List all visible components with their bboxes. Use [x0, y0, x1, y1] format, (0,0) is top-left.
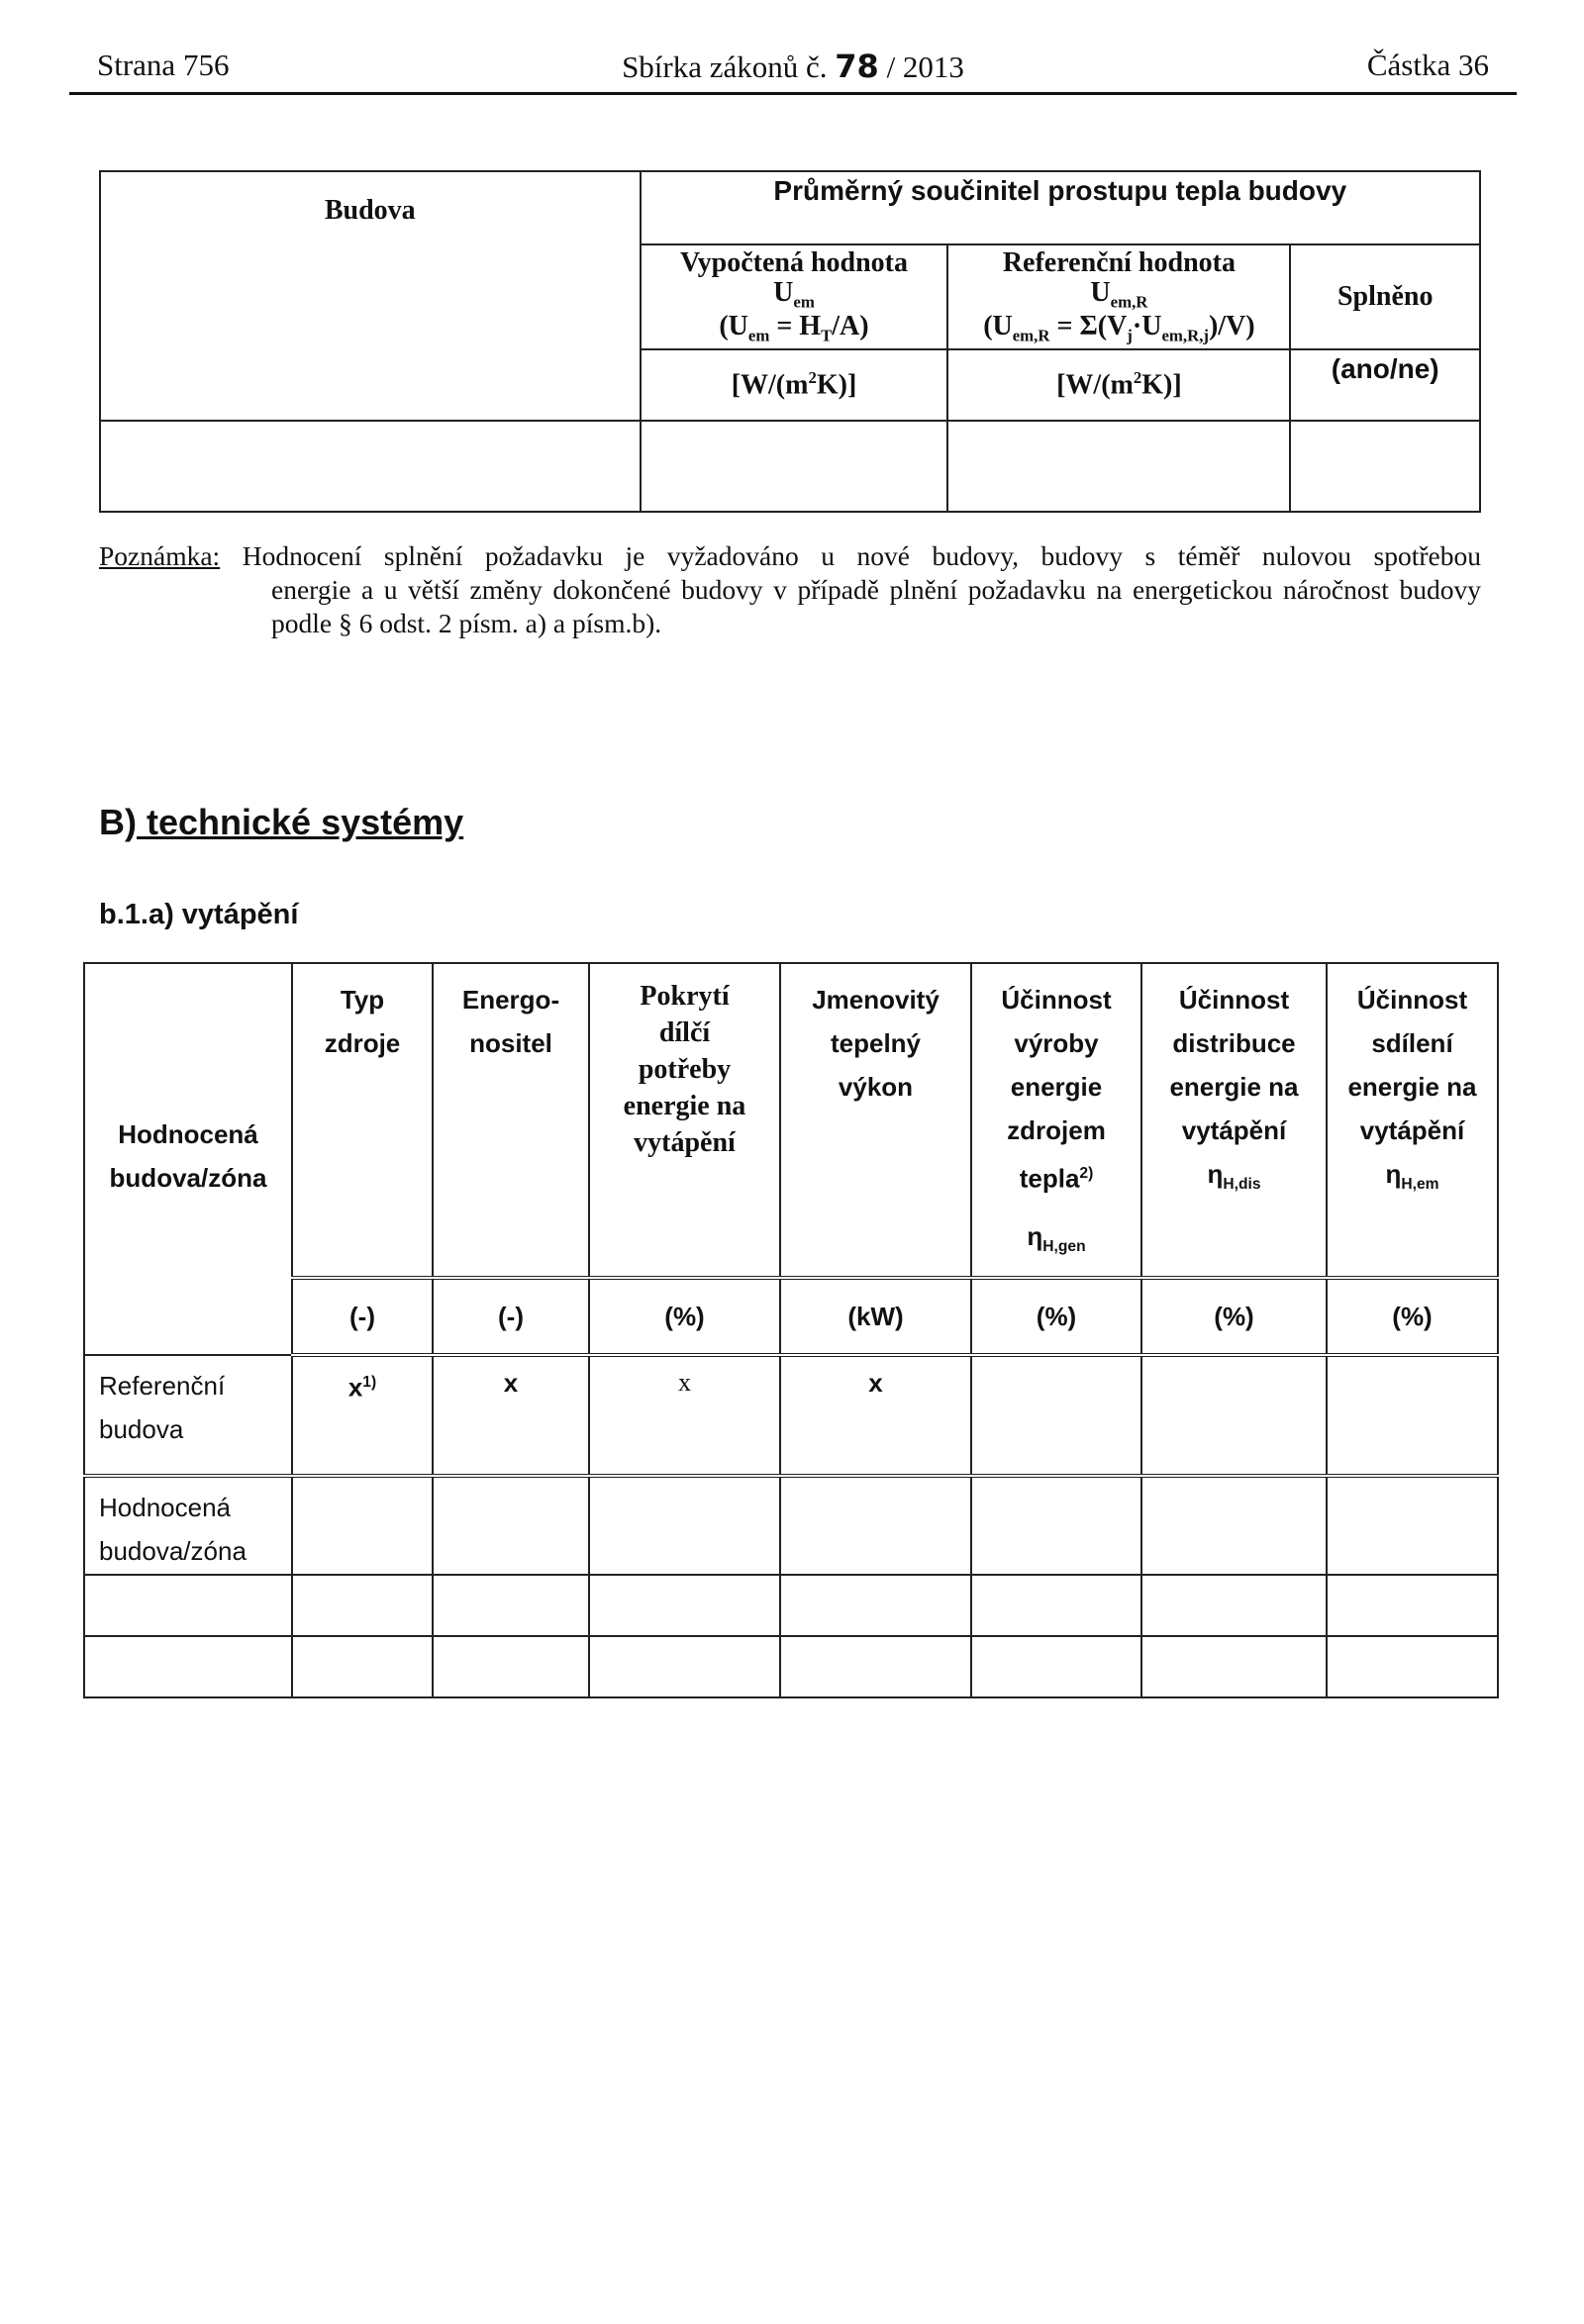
- reference-mark: x: [589, 1355, 780, 1476]
- table-cell: [292, 1476, 433, 1575]
- generation-efficiency-header: Účinnost výroby energie zdrojem tepla$^{2)}$ $\eta_{H,gen}$: [971, 963, 1141, 1278]
- note-continuation: energie a u větší změny dokončené budovy v případě plnění požadavku na energetickou náročnost budovy podle § 6 odst. 2 písm. a) a písm.b).: [271, 574, 1481, 638]
- calculated-title: Vypočtená hodnota: [679, 247, 908, 279]
- unit-cell: (-): [292, 1278, 433, 1355]
- section-name: technické systémy: [137, 802, 464, 842]
- calculated-formula: $(U_{em} = H_T/A)$: [719, 311, 869, 345]
- table-cell: [971, 1575, 1141, 1636]
- subsection-title: b.1.a) vytápění: [99, 899, 299, 930]
- emission-efficiency-header: Účinnost sdílení energie na vytápění $\eta_{H,em}$: [1327, 963, 1498, 1278]
- calculated-value-header: [641, 244, 948, 349]
- calculated-unit: $[W/(m^2K)]$: [641, 349, 948, 421]
- table-cell: [1327, 1476, 1498, 1575]
- evaluated-building-label: Hodnocená budova/zóna: [84, 1476, 292, 1575]
- rated-power-header: Jmenovitý tepelný výkon: [780, 963, 971, 1278]
- year-suffix: / 2013: [886, 49, 964, 84]
- calculated-value-cell: [641, 421, 948, 512]
- unit-cell: (%): [1327, 1278, 1498, 1355]
- section-title: [99, 802, 463, 843]
- table-cell: [433, 1636, 589, 1697]
- collection-reference: [69, 48, 1517, 85]
- reference-formula: $(U_{em,R} = \Sigma(V_j\cdot U_{em,R,j})/V)$: [983, 311, 1255, 345]
- heating-table: [83, 962, 1499, 1698]
- table-cell: [1141, 1575, 1327, 1636]
- note-first-line: [99, 539, 1481, 573]
- part-number: Částka 36: [1366, 48, 1489, 82]
- law-number: 78: [835, 48, 879, 85]
- u-value-group-header: Průměrný součinitel prostupu tepla budovy: [641, 171, 1480, 244]
- table-cell: [1327, 1636, 1498, 1697]
- page-number: Strana 756: [97, 48, 230, 82]
- table-cell: [84, 1636, 292, 1697]
- header-divider: [69, 92, 1517, 95]
- source-type-header: Typ zdroje: [292, 963, 433, 1278]
- reference-mark: $x^{1)}$: [292, 1355, 433, 1476]
- building-cell: [100, 421, 641, 512]
- table-cell: [1327, 1575, 1498, 1636]
- page-header: [69, 48, 1517, 97]
- met-header: Splněno: [1290, 244, 1480, 349]
- table-cell: [1327, 1355, 1498, 1476]
- reference-value-cell: [947, 421, 1290, 512]
- table-cell: [780, 1636, 971, 1697]
- unit-cell: (%): [589, 1278, 780, 1355]
- note: [99, 539, 1481, 640]
- table-cell: [1141, 1476, 1327, 1575]
- note-label: Poznámka:: [99, 540, 221, 571]
- building-column-header: Budova: [100, 171, 641, 421]
- table-cell: [1141, 1355, 1327, 1476]
- table-cell: [292, 1575, 433, 1636]
- reference-unit: $[W/(m^2K)]$: [947, 349, 1290, 421]
- reference-title: Referenční hodnota: [1002, 247, 1236, 279]
- row-header: Hodnocená budova/zóna: [84, 963, 292, 1355]
- reference-mark: x: [780, 1355, 971, 1476]
- table-cell: [1141, 1636, 1327, 1697]
- reference-building-label: Referenční budova: [84, 1355, 292, 1476]
- reference-mark: x: [433, 1355, 589, 1476]
- table-cell: [971, 1355, 1141, 1476]
- distribution-efficiency-header: Účinnost distribuce energie na vytápění $\eta_{H,dis}$: [1141, 963, 1327, 1278]
- section-prefix: B): [99, 802, 137, 842]
- unit-cell: (-): [433, 1278, 589, 1355]
- reference-value-header: [947, 244, 1290, 349]
- met-values: (ano/ne): [1290, 349, 1480, 421]
- unit-cell: (kW): [780, 1278, 971, 1355]
- unit-cell: (%): [1141, 1278, 1327, 1355]
- table-cell: [971, 1636, 1141, 1697]
- table-cell: [971, 1476, 1141, 1575]
- table-cell: [84, 1575, 292, 1636]
- table-cell: [433, 1575, 589, 1636]
- table-cell: [780, 1575, 971, 1636]
- coverage-header: Pokrytí dílčí potřeby energie na vytápění: [589, 963, 780, 1278]
- met-cell: [1290, 421, 1480, 512]
- reference-symbol: $U_{em,R}$: [1090, 277, 1148, 312]
- u-value-table: [99, 170, 1481, 513]
- calculated-symbol: $U_{em}$: [773, 277, 815, 312]
- table-cell: [433, 1476, 589, 1575]
- table-cell: [780, 1476, 971, 1575]
- table-cell: [292, 1636, 433, 1697]
- note-line1: Hodnocení splnění požadavku je vyžadováno u nové budovy, budovy s téměř nulovou spotřebou: [220, 540, 1481, 571]
- table-cell: [589, 1636, 780, 1697]
- table-cell: [589, 1476, 780, 1575]
- collection-prefix: Sbírka zákonů č.: [622, 49, 828, 84]
- energy-carrier-header: Energo- nositel: [433, 963, 589, 1278]
- unit-cell: (%): [971, 1278, 1141, 1355]
- table-cell: [589, 1575, 780, 1636]
